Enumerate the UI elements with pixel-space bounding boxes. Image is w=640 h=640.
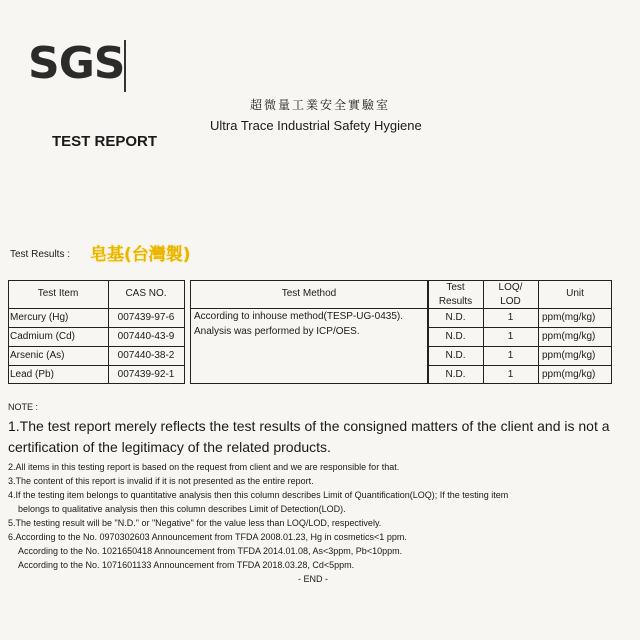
row-arsenic-loq: 1 xyxy=(507,350,514,361)
lab-name-chinese: 超微量工業安全實驗室 xyxy=(249,98,390,112)
row-cadmium-loq: 1 xyxy=(507,331,514,342)
row-arsenic-unit: ppm(mg/kg) xyxy=(542,350,596,361)
row-lead-unit: ppm(mg/kg) xyxy=(542,369,596,380)
note-6-line2: According to the No. 1021650418 Announcement from TFDA 2014.01.08, As<3ppm, Pb<10ppm. xyxy=(18,546,403,556)
notes-title: NOTE : xyxy=(8,402,39,412)
row-mercury-item: Mercury (Hg) xyxy=(10,312,69,323)
sgs-logo-text: SGS xyxy=(28,38,125,89)
row-lead-cas: 007439-92-1 xyxy=(117,369,175,380)
product-name: 皂基(台灣製) xyxy=(90,245,191,265)
row-arsenic-result: N.D. xyxy=(445,350,466,361)
header-test-results-line1: Test xyxy=(446,282,465,293)
test-method-line1: According to inhouse method(TESP-UG-0435). xyxy=(194,311,403,322)
row-lead-loq: 1 xyxy=(507,369,514,380)
report-title: TEST REPORT xyxy=(52,133,158,150)
row-cadmium-unit: ppm(mg/kg) xyxy=(542,331,596,342)
header-loq-line2: LOD xyxy=(500,296,521,307)
note-1: 1.The test report merely reflects the test results of the consigned matters of the client and is not a certification of the legitimacy of the related products. xyxy=(8,418,610,455)
note-6-line1: 6.According to the No. 0970302603 Announcement from TFDA 2008.01.23, Hg in cosmetics<1 ppm. xyxy=(8,532,407,542)
row-mercury-cas: 007439-97-6 xyxy=(117,312,175,323)
row-mercury-unit: ppm(mg/kg) xyxy=(542,312,596,323)
lab-name-english: Ultra Trace Industrial Safety Hygiene xyxy=(210,118,422,133)
end-marker: - END - xyxy=(298,574,328,584)
header-unit: Unit xyxy=(566,288,584,299)
row-lead-item: Lead (Pb) xyxy=(10,369,54,380)
row-lead-result: N.D. xyxy=(445,369,466,380)
row-cadmium-result: N.D. xyxy=(445,331,466,342)
header-test-method: Test Method xyxy=(281,288,337,299)
header-loq-line1: LOQ/ xyxy=(498,282,523,293)
test-results-label: Test Results : xyxy=(10,249,71,260)
notes-section xyxy=(8,400,628,586)
row-arsenic-item: Arsenic (As) xyxy=(10,350,65,361)
note-5: 5.The testing result will be "N.D." or "Negative" for the value less than LOQ/LOD, respectively. xyxy=(8,518,382,528)
header-test-item: Test Item xyxy=(37,288,79,299)
header-cas-no: CAS NO. xyxy=(125,288,167,299)
note-2: 2.All items in this testing report is based on the request from client and we are responsible for that. xyxy=(8,462,400,472)
sgs-logo xyxy=(12,40,126,92)
note-3: 3.The content of this report is invalid if it is not presented as the entire report. xyxy=(8,476,314,486)
row-mercury-result: N.D. xyxy=(445,312,466,323)
test-method-line2: Analysis was performed by ICP/OES. xyxy=(194,326,360,337)
note-6-line3: According to the No. 1071601133 Announcement from TFDA 2018.03.28, Cd<5ppm. xyxy=(18,560,355,570)
row-mercury-loq: 1 xyxy=(507,312,514,323)
note-4-line1: 4.If the testing item belongs to quantitative analysis then this column describes Limit of Quantification(LOQ); If the testing item xyxy=(8,490,509,500)
results-table xyxy=(8,280,612,384)
row-cadmium-item: Cadmium (Cd) xyxy=(10,331,76,342)
note-4-line2: belongs to qualitative analysis then this column describes Limit of Detection(LOD). xyxy=(18,504,346,514)
row-arsenic-cas: 007440-38-2 xyxy=(117,350,175,361)
header-test-results-line2: Results xyxy=(438,296,473,307)
row-cadmium-cas: 007440-43-9 xyxy=(117,331,175,342)
